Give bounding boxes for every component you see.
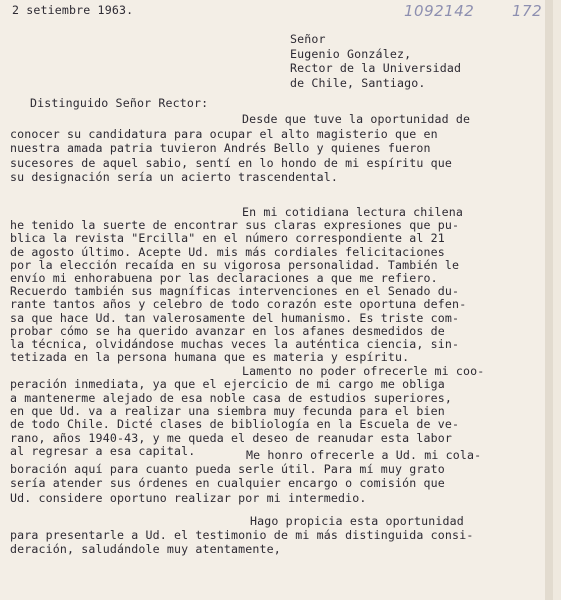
paragraph-3-line: peración inmediata, ya que el ejercicio de mi cargo me obliga — [10, 377, 445, 392]
paragraph-5-line: deración, saludándole muy atentamente, — [10, 542, 281, 556]
paragraph-2-line: envío mi enhorabuena por las declaraciones a que me refiero. — [10, 271, 438, 285]
paragraph-2-line: de agosto último. Acepte Ud. mis más cordiales felicitaciones — [10, 244, 445, 259]
recipient-line: Eugenio González, — [290, 46, 412, 61]
paragraph-1-line: su designación sería un acierto trascendental. — [10, 170, 338, 184]
paragraph-4-line: Ud. considere oportuno realizar por mi intermedio. — [10, 490, 367, 505]
recipient-line: de Chile, Santiago. — [290, 75, 426, 90]
paragraph-2-line: blica la revista "Ercilla" en el número correspondiente al 21 — [10, 231, 445, 246]
paragraph-2-line: tetizada en la persona humana que es materia y espíritu. — [10, 350, 410, 365]
paragraph-2-line: probar cómo se ha querido avanzar en los afanes desmedidos de — [10, 323, 445, 338]
paragraph-4-line: Me honro ofrecerle a Ud. mi cola- — [246, 448, 482, 462]
paragraph-2-line: sa que hace Ud. tan valerosamente del humanismo. Es triste com- — [10, 310, 460, 325]
paragraph-1-line: nuestra amada patria tuvieron Andrés Bello y quienes fueron — [10, 141, 431, 155]
paragraph-2-line: Recuerdo también sus magníficas intervenciones en el Senado du- — [10, 284, 460, 299]
paragraph-1-line: Desde que tuve la oportunidad de — [242, 112, 471, 126]
paragraph-3-line: al regresar a esa capital. — [10, 443, 196, 458]
paragraph-1-line: sucesores de aquel sabio, sentí en lo hondo de mi espíritu que — [10, 155, 453, 170]
paragraph-5-line: Hago propicia esta oportunidad — [250, 514, 464, 528]
paragraph-1-line: conocer su candidatura para ocupar el alto magisterio que en — [10, 126, 438, 141]
paragraph-3-line: rano, años 1940-43, y me queda el deseo de reanudar esta labor — [10, 430, 453, 445]
paragraph-2-line: En mi cotidiana lectura chilena — [242, 205, 464, 219]
salutation: Distinguido Señor Rector: — [30, 96, 209, 110]
paragraph-3-line: a mantenerme alejado de esa noble casa de estudios superiores, — [10, 390, 453, 405]
paragraph-3-line: en que Ud. va a realizar una siembra muy fecunda para el bien — [10, 403, 445, 418]
pencil-annotation-mark: 172 — [512, 2, 543, 20]
paragraph-5-line: para presentarle a Ud. el testimonio de mi más distinguida consi- — [10, 528, 474, 542]
paragraph-2-line: la técnica, olvidándose muchas veces la auténtica ciencia, sin- — [10, 337, 460, 351]
recipient-line: Rector de la Universidad — [290, 61, 462, 75]
paragraph-4-line: sería atender sus órdenes en cualquier encargo o comisión que — [10, 476, 445, 491]
paragraph-4-line: boración aquí para cuanto pueda serle útil. Para mí muy grato — [10, 462, 445, 477]
paragraph-2-line: rante tantos años y celebro de todo corazón este oportuna defen- — [10, 297, 467, 312]
paragraph-2-line: he tenido la suerte de encontrar sus claras expresiones que pu- — [10, 218, 460, 233]
page-edge — [545, 0, 553, 600]
paragraph-3-line: Lamento no poder ofrecerle mi coo- — [242, 364, 485, 378]
recipient-line: Señor — [290, 32, 326, 46]
paragraph-3-line: de todo Chile. Dicté clases de bibliología en la Escuela de ve- — [10, 417, 460, 432]
pencil-annotation-number: 1092142 — [404, 2, 475, 20]
letter-date: 2 setiembre 1963. — [12, 3, 134, 17]
paragraph-2-line: por la elección recaída en su vigorosa personalidad. También le — [10, 257, 460, 272]
